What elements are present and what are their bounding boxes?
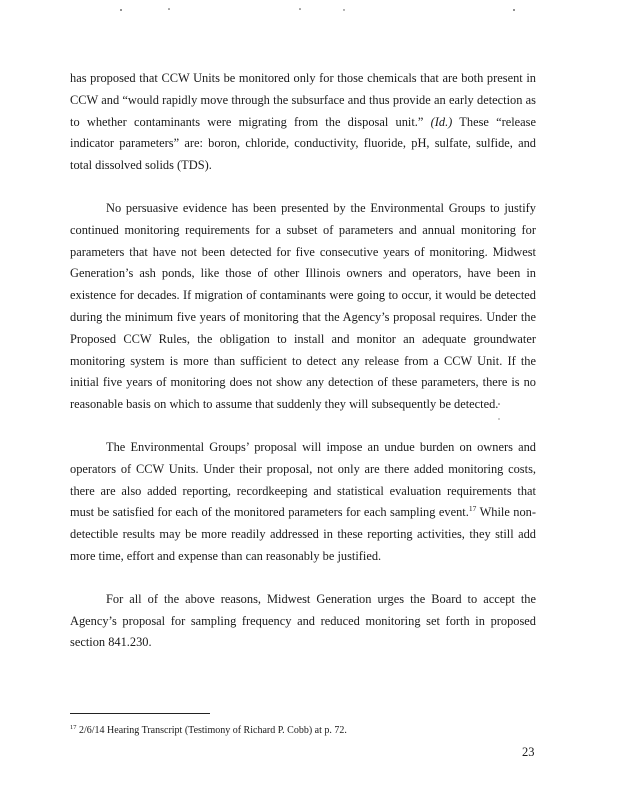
paragraph-undue-burden	[70, 437, 536, 568]
paragraph-text: The Environmental Groups’ proposal will impose an undue burden on owners and operators of CCW Units. Under their proposal, not only are there added monitoring costs, there are also added reporting, recordkeeping and statistical evaluation requirements that must be satisfied for each of the monitored parameters for each sampling event.	[70, 439, 536, 520]
paragraph-conclusion: For all of the above reasons, Midwest Generation urges the Board to accept the Agency’s proposal for sampling frequency and reduced monitoring set forth in proposed section 841.230.	[70, 591, 536, 650]
footnote	[70, 724, 536, 737]
page-number: 23	[522, 745, 535, 759]
paragraph-text: has proposed that CCW Units be monitored only for those chemicals that are both present in CCW and “would rapidly move through the subsurface and thus provide an early detection as to whether contaminants were migrating from the disposal unit.”	[70, 71, 536, 129]
paragraph-text: While non-detectible results may be more readily addressed in these reporting activities, they still add more time, effort and expense than can reasonably be justified.	[70, 505, 537, 563]
body-text	[70, 68, 536, 654]
footnote-divider	[70, 713, 210, 714]
citation-id: (Id.)	[430, 114, 453, 129]
paragraph-release-indicators	[70, 68, 536, 177]
paragraph-no-persuasive-evidence: No persuasive evidence has been presented by the Environmental Groups to justify continued monitoring requirements for a subset of parameters and annual monitoring for parameters that have not been detected for five consecutive years of monitoring. Midwest Generation’s ash ponds, like those of other Illinois owners and operators, have been in existence for decades. If migration of contaminants were going to occur, it would be detected during the minimum five years of monitoring that the Agency’s proposal requires. Under the Proposed CCW Rules, the obligation to install and monitor an adequate groundwater monitoring system is more than sufficient to detect any release from a CCW Unit. If the initial five years of monitoring does not show any detection of these parameters, there is no reasonable basis on which to assume that suddenly they will subsequently be detected.	[70, 200, 536, 412]
footnote-number: 17	[70, 724, 77, 731]
paragraph-text: These “release indicator parameters” are: boron, chloride, conductivity, fluoride, pH, sulfate, sulfide, and total dissolved solids (TDS).	[70, 114, 537, 173]
footnote-text: 2/6/14 Hearing Transcript (Testimony of Richard P. Cobb) at p. 72.	[76, 725, 347, 736]
footnote-reference: 17	[468, 504, 477, 514]
